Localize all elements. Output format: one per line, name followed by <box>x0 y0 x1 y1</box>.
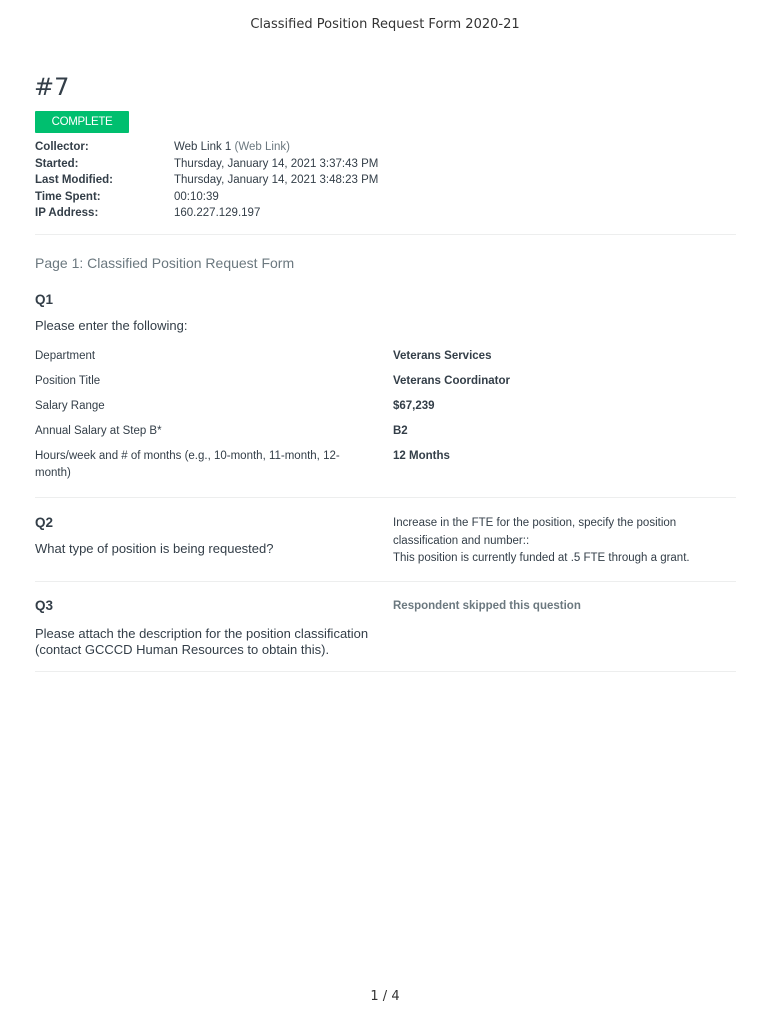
last-modified-row <box>35 172 378 189</box>
answer-line: Increase in the FTE for the position, specify the position classification and number:: <box>393 517 677 547</box>
skipped-notice: Respondent skipped this question <box>393 600 581 612</box>
started-label: Started: <box>35 157 79 170</box>
answer-line: This position is currently funded at .5 FTE through a grant. <box>393 552 690 564</box>
answer-row-value: Veterans Coordinator <box>393 375 510 387</box>
time-spent-value: 00:10:39 <box>174 190 219 203</box>
page-indicator: 1 / 4 <box>370 989 400 1004</box>
last-modified-value: Thursday, January 14, 2021 3:48:23 PM <box>174 174 379 187</box>
answer-row-label: Salary Range <box>35 400 105 412</box>
answer-row-label: Position Title <box>35 375 101 387</box>
time-spent-label: Time Spent: <box>35 190 101 203</box>
status-badge: COMPLETE <box>35 111 129 133</box>
question-number-q3: Q3 <box>35 598 54 613</box>
ip-address-value: 160.227.129.197 <box>174 207 261 220</box>
document-title: Classified Position Request Form 2020-21 <box>250 17 520 32</box>
response-metadata <box>35 139 378 222</box>
answer-row-value: Veterans Services <box>393 350 492 362</box>
question-text-q1: Please enter the following: <box>35 318 188 333</box>
answer-row-value: $67,239 <box>393 400 435 412</box>
page-heading: Page 1: Classified Position Request Form <box>35 255 295 271</box>
started-row <box>35 156 378 173</box>
question-number-q2: Q2 <box>35 515 54 530</box>
divider <box>35 581 736 582</box>
collector-value <box>174 139 290 156</box>
question-text-q3: Please attach the description for the position classification (contact GCCCD Human Resources to obtain this). <box>35 626 369 657</box>
collector-name: Web Link 1 <box>174 141 232 153</box>
question-text-q2: What type of position is being requested? <box>35 541 274 556</box>
last-modified-label: Last Modified: <box>35 174 113 187</box>
answer-text-q2 <box>393 515 723 568</box>
collector-type: (Web Link) <box>234 141 290 153</box>
collector-label: Collector: <box>35 141 89 153</box>
response-number: #7 <box>34 73 70 101</box>
answer-row-label: Hours/week and # of months (e.g., 10-month, 11-month, 12-month) <box>35 450 340 479</box>
answer-row-value: B2 <box>393 425 408 437</box>
time-spent-row <box>35 189 378 206</box>
started-value: Thursday, January 14, 2021 3:37:43 PM <box>174 157 379 170</box>
collector-row <box>35 139 378 156</box>
answer-row-value: 12 Months <box>393 450 450 462</box>
ip-address-row <box>35 205 378 222</box>
divider <box>35 234 736 235</box>
answer-row-label: Department <box>35 350 96 362</box>
divider <box>35 497 736 498</box>
question-number-q1: Q1 <box>35 292 54 307</box>
answer-row-label: Annual Salary at Step B* <box>35 425 162 437</box>
divider <box>35 671 736 672</box>
ip-address-label: IP Address: <box>35 207 99 220</box>
